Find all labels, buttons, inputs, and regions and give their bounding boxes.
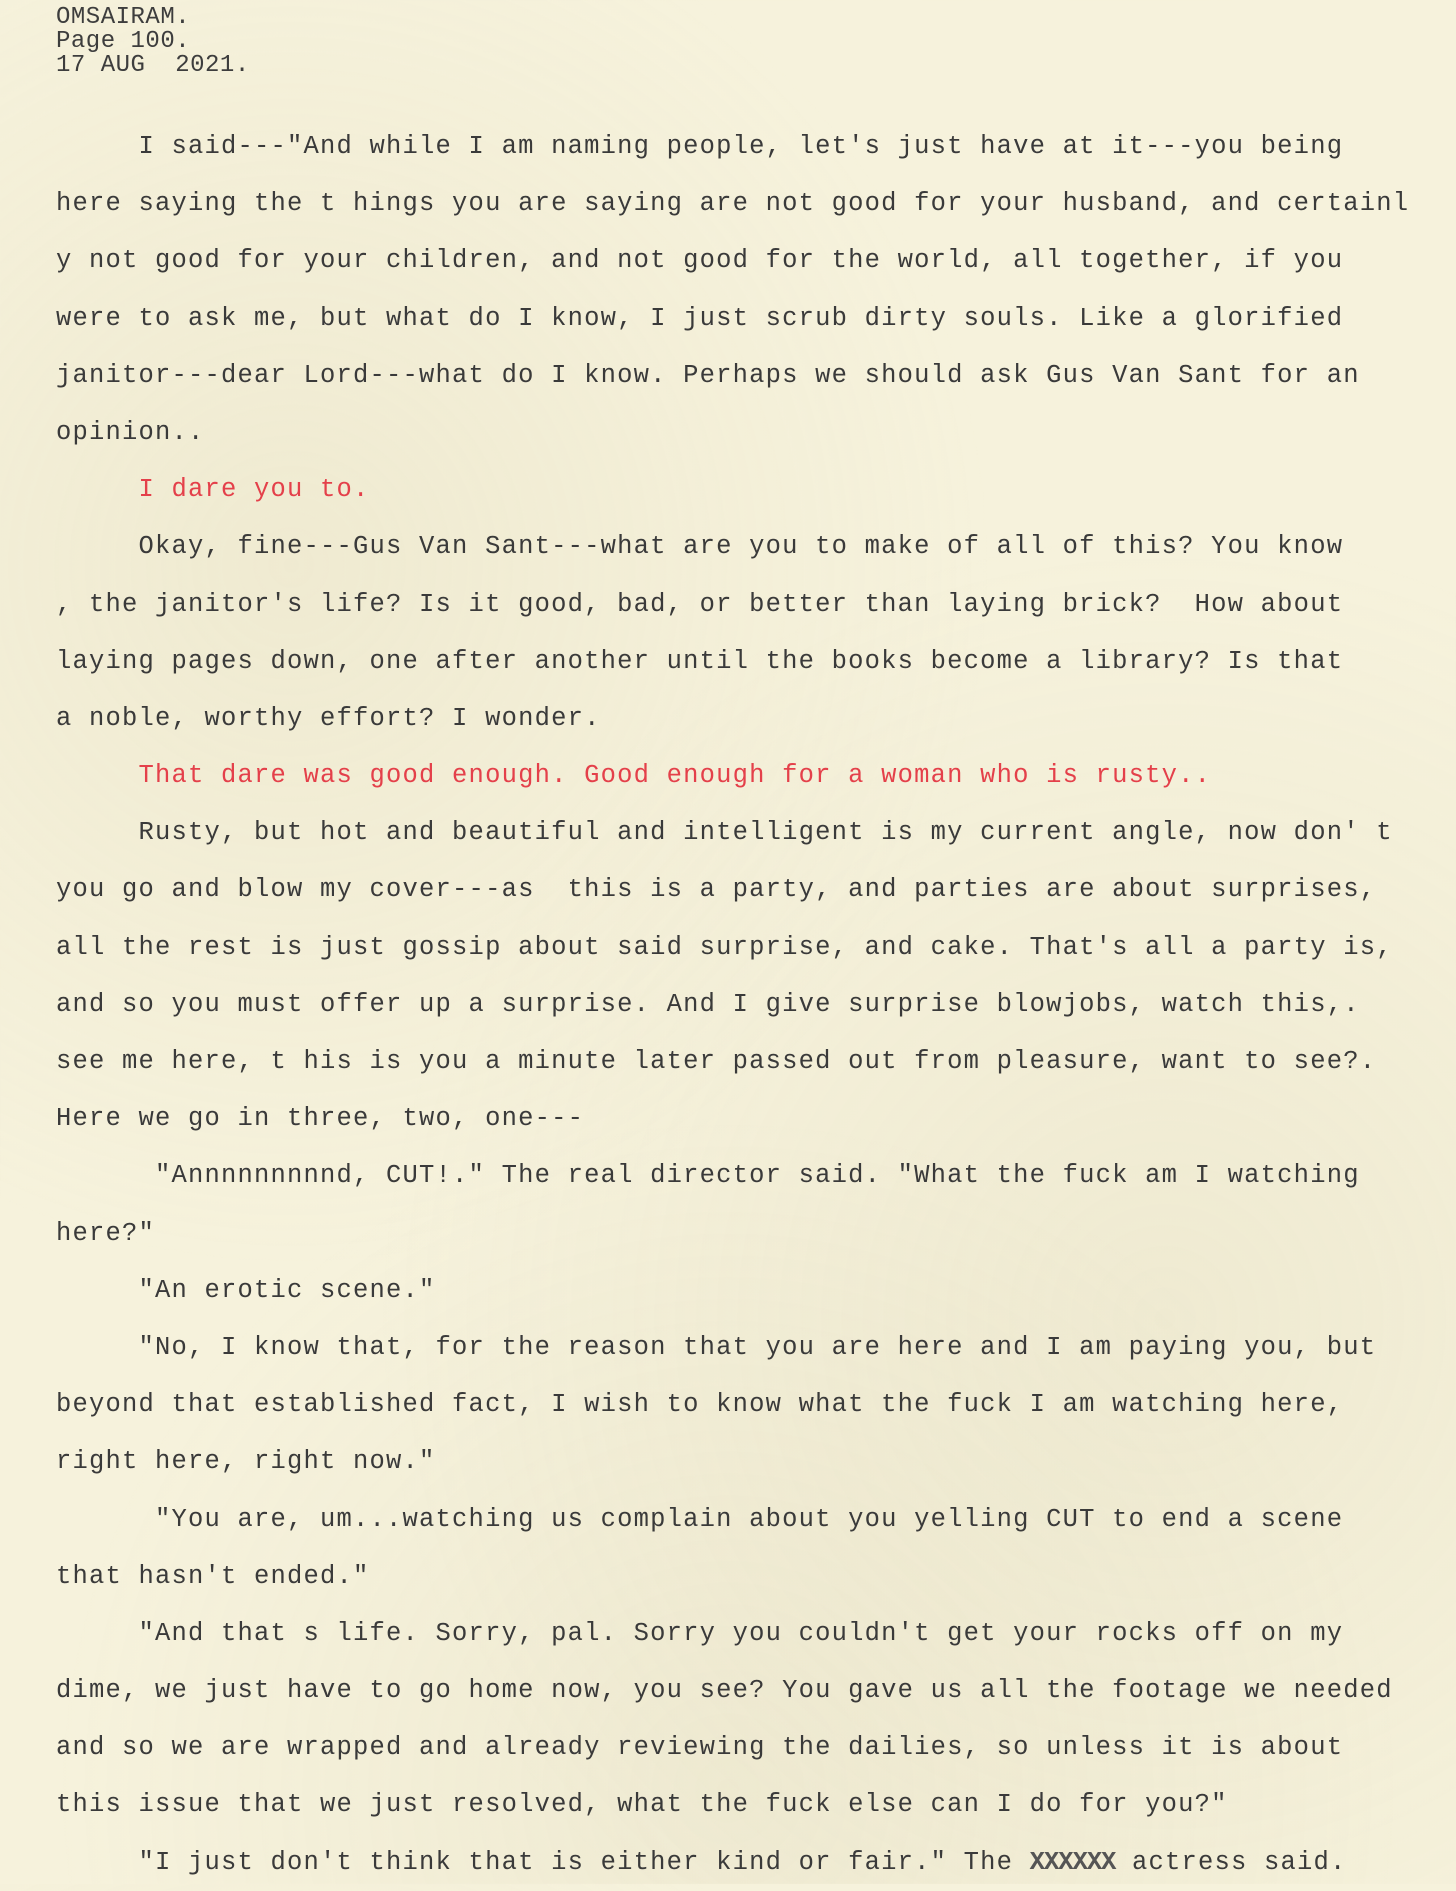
text-line: right here, right now." bbox=[56, 1447, 436, 1477]
text-line: "No, I know that, for the reason that you are here and I am paying you, but bbox=[56, 1332, 1377, 1362]
header-page-number: Page 100. bbox=[56, 28, 191, 55]
text-segment: actress said. bbox=[1115, 1847, 1347, 1877]
text-line: y not good for your children, and not good for the world, all together, if you bbox=[56, 246, 1344, 276]
page-header bbox=[56, 6, 250, 78]
text-line: and so you must offer up a surprise. And I give surprise blowjobs, watch this,. bbox=[56, 989, 1360, 1019]
text-line: laying pages down, one after another until the books become a library? Is that bbox=[56, 646, 1344, 676]
text-line: "You are, um...watching us complain about you yelling CUT to end a scene bbox=[56, 1504, 1344, 1534]
text-line: janitor---dear Lord---what do I know. Perhaps we should ask Gus Van Sant for an bbox=[56, 360, 1360, 390]
text-line: here saying the t hings you are saying are not good for your husband, and certainl bbox=[56, 189, 1410, 219]
text-line: Rusty, but hot and beautiful and intelligent is my current angle, now don' t bbox=[56, 818, 1393, 848]
header-title: OMSAIRAM. bbox=[56, 4, 191, 31]
text-line: and so we are wrapped and already reviewing the dailies, so unless it is about bbox=[56, 1733, 1344, 1763]
text-line: That dare was good enough. Good enough for a woman who is rusty.. bbox=[56, 761, 1212, 791]
text-line: I said---"And while I am naming people, let's just have at it---you being bbox=[56, 132, 1344, 161]
text-line: here?" bbox=[56, 1218, 156, 1248]
text-line: , the janitor's life? Is it good, bad, or better than laying brick? How about bbox=[56, 589, 1344, 619]
text-line: that hasn't ended." bbox=[56, 1561, 370, 1591]
text-line: all the rest is just gossip about said surprise, and cake. That's all a party is, bbox=[56, 932, 1393, 962]
text-line: see me here, t his is you a minute later passed out from pleasure, want to see?. bbox=[56, 1047, 1377, 1076]
text-segment: "I just don't think that is either kind or fair." The bbox=[56, 1847, 1030, 1877]
header-date: 17 AUG 2021. bbox=[56, 52, 250, 79]
text-line: a noble, worthy effort? I wonder. bbox=[56, 703, 601, 733]
text-line: Okay, fine---Gus Van Sant---what are you to make of all of this? You know bbox=[56, 532, 1344, 562]
text-line: "And that s life. Sorry, pal. Sorry you couldn't get your rocks off on my bbox=[56, 1618, 1344, 1648]
text-line: dime, we just have to go home now, you see? You gave us all the footage we needed bbox=[56, 1676, 1393, 1706]
manuscript-body bbox=[56, 118, 1446, 1891]
text-line: were to ask me, but what do I know, I just scrub dirty souls. Like a glorified bbox=[56, 303, 1344, 333]
text-line bbox=[56, 1834, 1446, 1891]
text-line: "Annnnnnnnnd, CUT!." The real director said. "What the fuck am I watching bbox=[56, 1161, 1360, 1191]
text-line: I dare you to. bbox=[56, 475, 370, 505]
text-line: this issue that we just resolved, what the fuck else can I do for you?" bbox=[56, 1790, 1228, 1820]
struck-out-word: XXXXXX bbox=[1029, 1847, 1116, 1877]
text-line: Here we go in three, two, one--- bbox=[56, 1104, 585, 1134]
text-line: "An erotic scene." bbox=[56, 1275, 436, 1305]
text-line: opinion.. bbox=[56, 417, 205, 447]
text-line: you go and blow my cover---as this is a party, and parties are about surprises, bbox=[56, 875, 1377, 905]
text-line: beyond that established fact, I wish to know what the fuck I am watching here, bbox=[56, 1390, 1344, 1420]
